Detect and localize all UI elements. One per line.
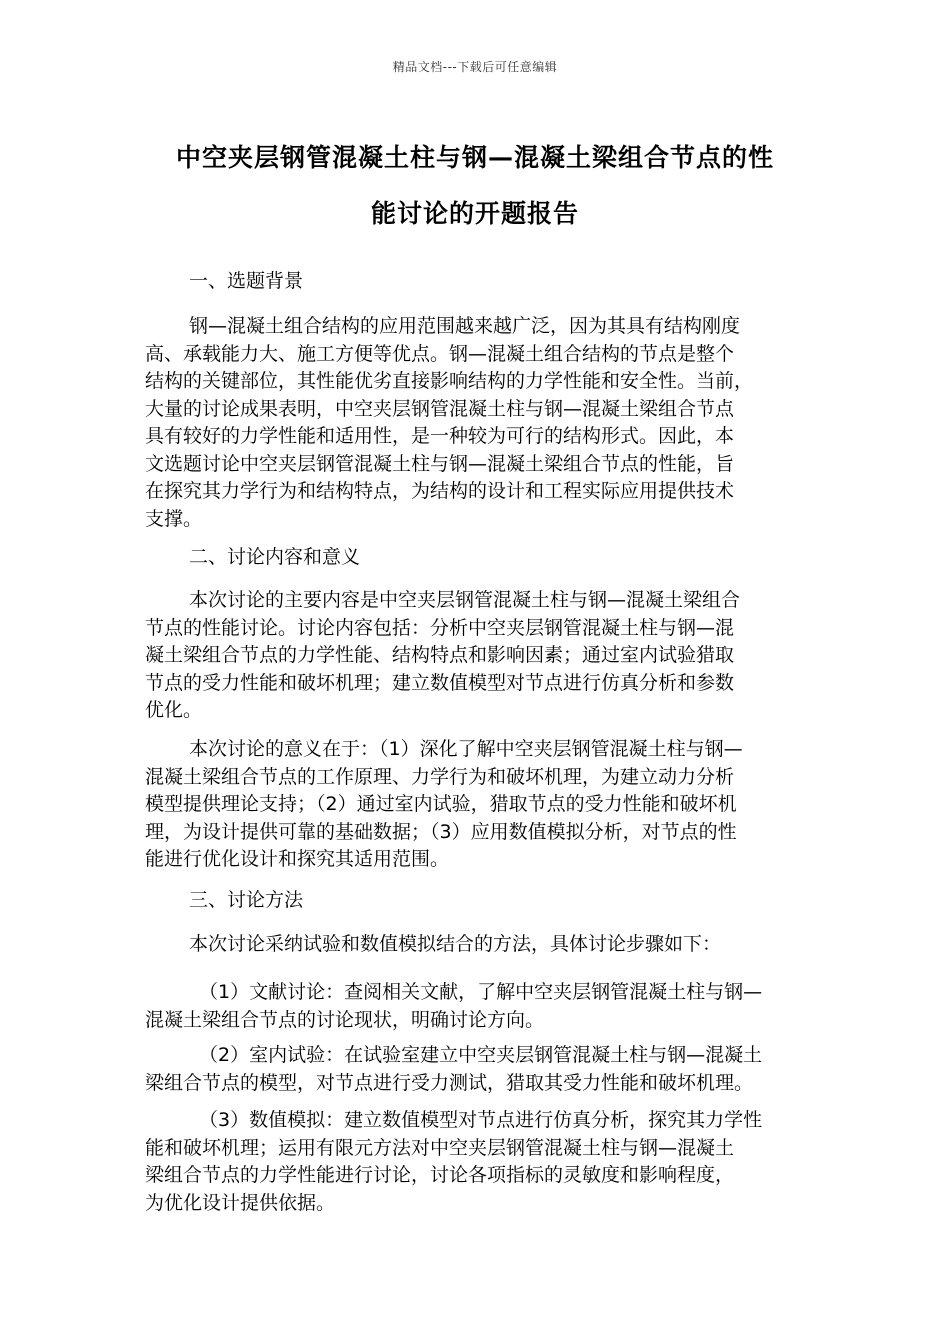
paragraph-line: 节点的受力性能和破坏机理；建立数值模型对节点进行仿真分析和参数 — [145, 671, 735, 694]
paragraph-method — [145, 931, 721, 959]
paragraph-line: 本次讨论的意义在于：（1）深化了解中空夹层钢管混凝土柱与钢— — [189, 738, 743, 760]
paragraph-line: 混凝土梁组合节点的工作原理、力学行为和破坏机理，为建立动力分析 — [145, 765, 735, 788]
document-title — [140, 130, 810, 242]
method-item-1 — [145, 979, 762, 1034]
paragraph-line: 钢—混凝土组合结构的应用范围越来越广泛，因为其具有结构刚度 — [189, 315, 741, 337]
paragraph-line: 本次讨论采纳试验和数值模拟结合的方法，具体讨论步骤如下： — [189, 933, 722, 955]
paragraph-line: 凝土梁组合节点的力学性能、结构特点和影响因素；通过室内试验猎取 — [145, 644, 735, 666]
paragraph-line: 模型提供理论支持；（2）通过室内试验，猎取节点的受力性能和破坏机 — [145, 793, 737, 815]
paragraph-line: 混凝土梁组合节点的讨论现状，明确讨论方向。 — [145, 1008, 545, 1031]
paragraph-line: 梁组合节点的模型，对节点进行受力测试，猎取其受力性能和破坏机理。 — [145, 1071, 754, 1094]
paragraph-line: 为优化设计提供依据。 — [145, 1191, 336, 1214]
paragraph-line: 本次讨论的主要内容是中空夹层钢管混凝土柱与钢—混凝土梁组合 — [189, 589, 741, 611]
paragraph-line: （1）文献讨论：查阅相关文献，了解中空夹层钢管混凝土柱与钢— — [199, 981, 763, 1003]
paragraph-line: 能和破坏机理；运用有限元方法对中空夹层钢管混凝土柱与钢—混凝土 — [145, 1136, 735, 1159]
paragraph-line: 具有较好的力学性能和适用性，是一种较为可行的结构形式。因此，本 — [145, 425, 735, 447]
section-heading-1: 一、选题背景 — [189, 270, 304, 292]
method-item-3 — [145, 1107, 762, 1217]
paragraph-line: 能进行优化设计和探究其适用范围。 — [145, 848, 450, 870]
paragraph-line: 大量的讨论成果表明，中空夹层钢管混凝土柱与钢—混凝土梁组合节点 — [145, 397, 735, 420]
paragraph-content — [145, 587, 740, 725]
paragraph-line: 结构的关键部位，其性能优劣直接影响结构的力学性能和安全性。当前， — [145, 370, 754, 392]
paragraph-line: （2）室内试验：在试验室建立中空夹层钢管混凝土柱与钢—混凝土 — [199, 1044, 763, 1066]
paragraph-line: 理，为设计提供可靠的基础数据；（3）应用数值模拟分析，对节点的性 — [145, 820, 737, 843]
section-heading-3: 三、讨论方法 — [189, 889, 304, 911]
paragraph-line: 文选题讨论中空夹层钢管混凝土柱与钢—混凝土梁组合节点的性能，旨 — [145, 452, 735, 475]
paragraph-line: 在探究其力学行为和结构特点，为结构的设计和工程实际应用提供技术 — [145, 480, 735, 502]
paragraph-line: 高、承载能力大、施工方便等优点。钢—混凝土组合结构的节点是整个 — [145, 342, 735, 365]
paragraph-line: 节点的性能讨论。讨论内容包括：分析中空夹层钢管混凝土柱与钢—混 — [145, 616, 735, 639]
paragraph-significance — [145, 736, 743, 874]
header-note: 精品文档---下载后可任意编辑 — [392, 60, 558, 74]
title-line-1: 中空夹层钢管混凝土柱与钢—混凝土梁组合节点的性 — [175, 143, 774, 172]
paragraph-line: 优化。 — [145, 699, 203, 721]
title-line-2: 能讨论的开题报告 — [370, 199, 579, 228]
paragraph-line: 支撑。 — [145, 507, 203, 530]
section-heading-2: 二、讨论内容和意义 — [189, 546, 361, 568]
paragraph-line: 梁组合节点的力学性能进行讨论，讨论各项指标的灵敏度和影响程度， — [145, 1164, 735, 1186]
paragraph-background — [145, 313, 753, 533]
method-item-2 — [145, 1042, 762, 1097]
paragraph-line: （3）数值模拟：建立数值模型对节点进行仿真分析，探究其力学性 — [199, 1109, 763, 1131]
